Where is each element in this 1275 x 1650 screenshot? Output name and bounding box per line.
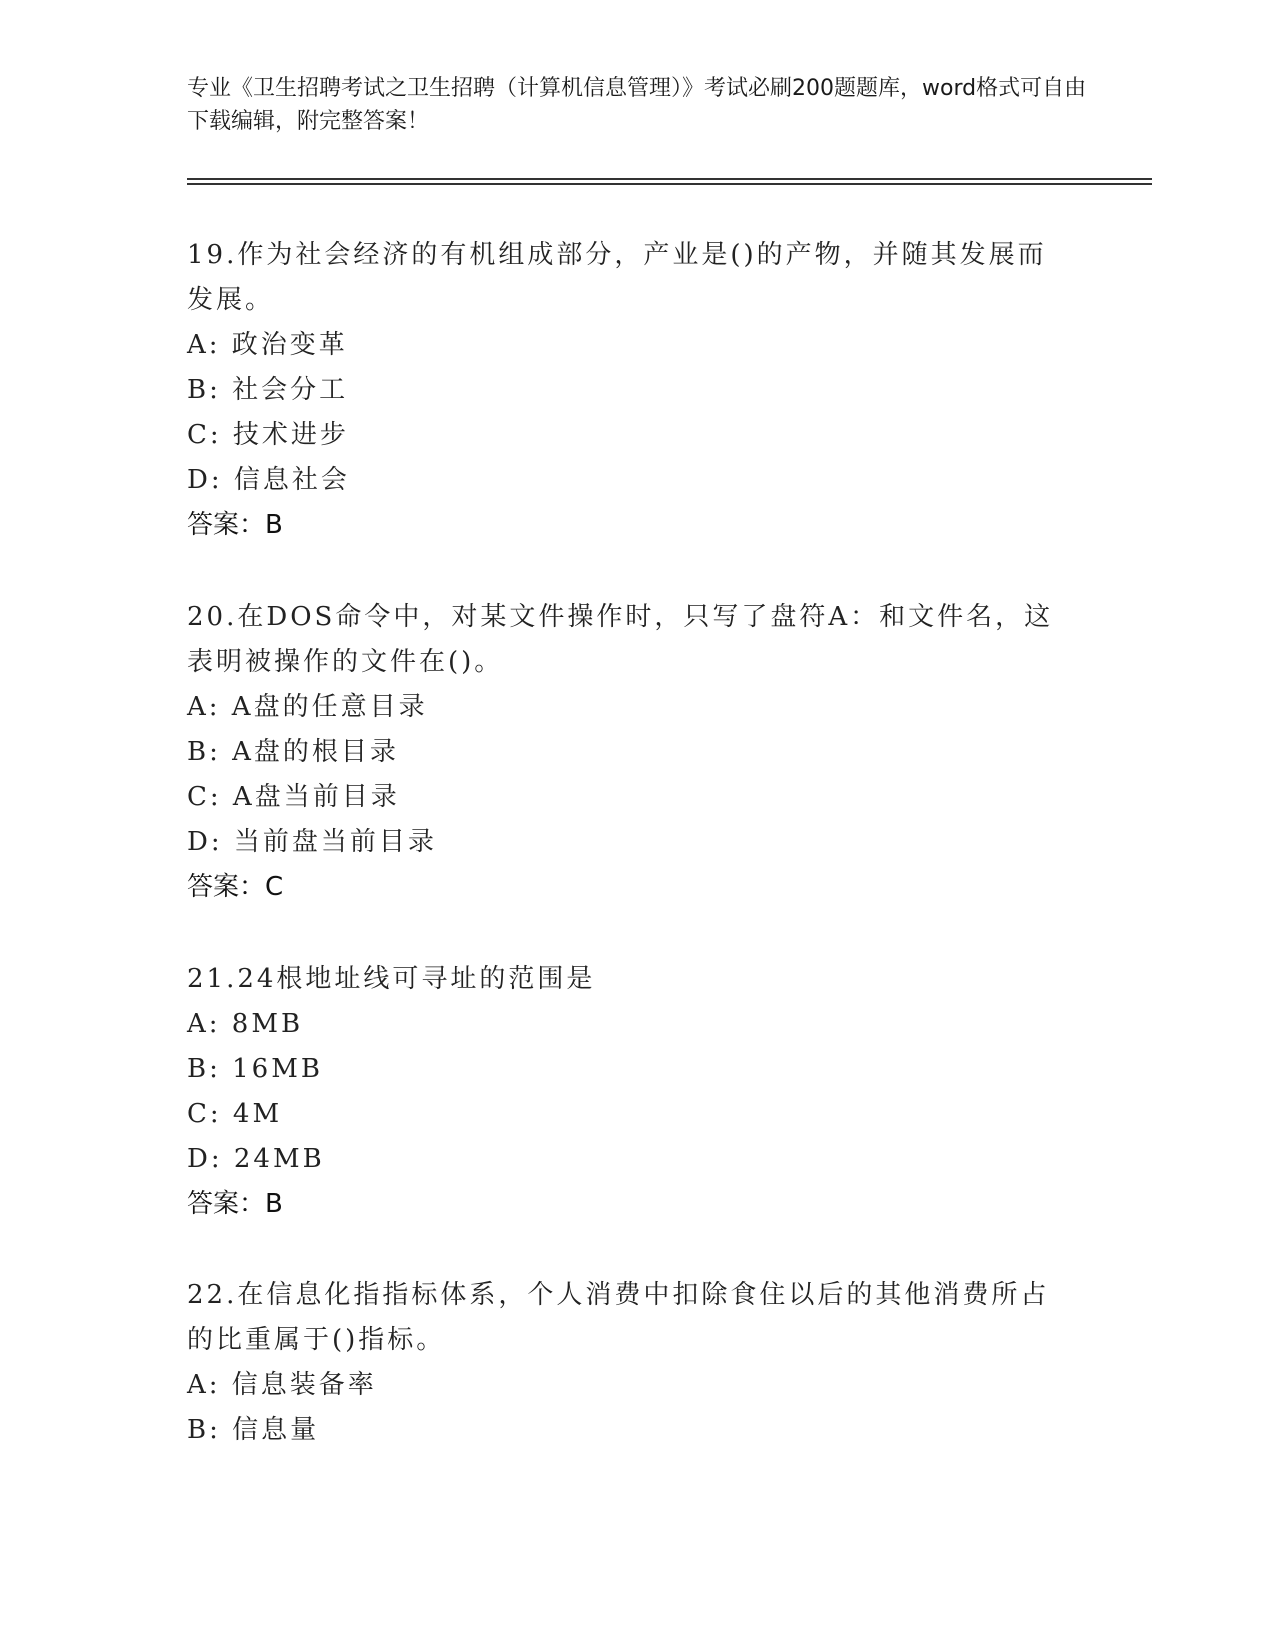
question-21 (187, 957, 1067, 1227)
question-22 (187, 1273, 1067, 1453)
option-a: A: 8MB (187, 1009, 304, 1039)
question-stem: 19.作为社会经济的有机组成部分，产业是()的产物，并随其发展而发展。 (187, 240, 1047, 315)
option-c: C: A盘当前目录 (187, 782, 400, 812)
option-a: A: A盘的任意目录 (187, 692, 428, 722)
question-stem: 21.24根地址线可寻址的范围是 (187, 964, 596, 994)
option-d: D: 信息社会 (187, 465, 350, 495)
header-divider-bottom (187, 183, 1152, 185)
question-20 (187, 595, 1067, 910)
answer-line: 答案：C (187, 872, 284, 902)
question-stem: 22.在信息化指指标体系，个人消费中扣除食住以后的其他消费所占的比重属于()指标。 (187, 1280, 1050, 1355)
option-a: A: 政治变革 (187, 330, 348, 360)
question-19 (187, 233, 1067, 548)
option-d: D: 当前盘当前目录 (187, 827, 437, 857)
option-c: C: 4M (187, 1099, 283, 1129)
option-b: B: 信息量 (187, 1415, 320, 1445)
header-intro-text: 专业《卫生招聘考试之卫生招聘（计算机信息管理）》考试必刷200题题库，word格式可自由下载编辑，附完整答案！ (187, 76, 1087, 134)
option-a: A: 信息装备率 (187, 1370, 377, 1400)
header-divider-top (187, 178, 1152, 180)
option-b: B: 16MB (187, 1054, 323, 1084)
option-b: B: A盘的根目录 (187, 737, 399, 767)
question-stem: 20.在DOS命令中，对某文件操作时，只写了盘符A：和文件名，这表明被操作的文件在()。 (187, 602, 1054, 677)
option-b: B: 社会分工 (187, 375, 349, 405)
document-header (187, 72, 1087, 138)
answer-line: 答案：B (187, 1189, 283, 1219)
option-d: D: 24MB (187, 1144, 325, 1174)
answer-line: 答案：B (187, 510, 283, 540)
option-c: C: 技术进步 (187, 420, 349, 450)
